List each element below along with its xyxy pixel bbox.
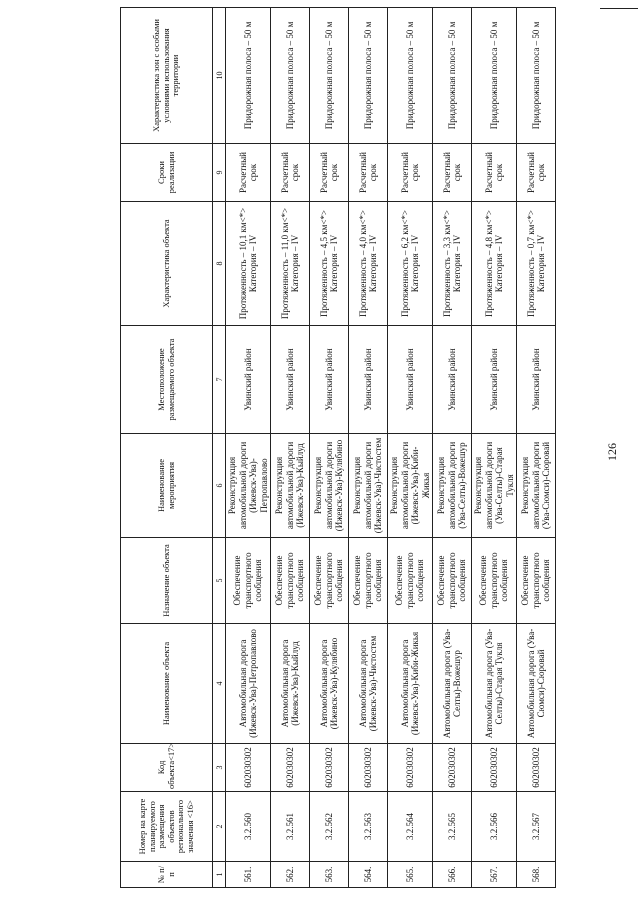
implementation-term: Расчетный срок	[433, 144, 472, 202]
column-number: 9	[213, 144, 226, 202]
column-number: 5	[213, 538, 226, 624]
column-number: 3	[213, 744, 226, 792]
measure-name: Реконструкция автомобильной дороги (Ува-Селты)-Вожешур	[433, 434, 472, 538]
object-purpose: Обеспечение транспортного сообщения	[517, 538, 556, 624]
zone-characteristic: Придорожная полоса – 50 м	[388, 8, 433, 144]
map-number: 3.2.563	[349, 792, 388, 862]
column-number: 7	[213, 326, 226, 434]
measure-name: Реконструкция автомобильной дороги (Ижевск-Ува)-Киби-Жикья	[388, 434, 433, 538]
map-number: 3.2.564	[388, 792, 433, 862]
table-rotation-frame	[120, 8, 552, 888]
object-name: Автомобильная дорога (Ува-Сюмси)-Сюровай	[517, 624, 556, 744]
object-name: Автомобильная дорога (Ижевск-Ува)-Киби-Жикья	[388, 624, 433, 744]
object-location: Увинский район	[472, 326, 517, 434]
table-row	[349, 8, 388, 888]
zone-characteristic: Придорожная полоса – 50 м	[472, 8, 517, 144]
table-row	[310, 8, 349, 888]
table-row	[517, 8, 556, 888]
object-code: 602030302	[472, 744, 517, 792]
implementation-term: Расчетный срок	[517, 144, 556, 202]
object-purpose: Обеспечение транспортного сообщения	[271, 538, 310, 624]
object-location: Увинский район	[226, 326, 271, 434]
object-location: Увинский район	[349, 326, 388, 434]
measure-name: Реконструкция автомобильной дороги (Ижевск-Ува)-Петропавлово	[226, 434, 271, 538]
row-number: 565.	[388, 862, 433, 888]
column-number: 10	[213, 8, 226, 144]
object-location: Увинский район	[271, 326, 310, 434]
zone-characteristic: Придорожная полоса – 50 м	[271, 8, 310, 144]
object-characteristic: Протяженность – 3,3 км<*> Категория – IV	[433, 202, 472, 326]
object-characteristic: Протяженность – 4,0 км<*> Категория – IV	[349, 202, 388, 326]
implementation-term: Расчетный срок	[388, 144, 433, 202]
object-name: Автомобильная дорога (Ижевск-Ува)-Петропавлово	[226, 624, 271, 744]
table-row	[226, 8, 271, 888]
row-number: 561.	[226, 862, 271, 888]
row-number: 564.	[349, 862, 388, 888]
object-name: Автомобильная дорога (Ижевск-Ува)-Чистостем	[349, 624, 388, 744]
measure-name: Реконструкция автомобильной дороги (Ижевск-Ува)-Кулябино	[310, 434, 349, 538]
object-name: Автомобильная дорога (Ижевск-Ува)-Кулябино	[310, 624, 349, 744]
row-number: 563.	[310, 862, 349, 888]
table-row	[472, 8, 517, 888]
zone-characteristic: Придорожная полоса – 50 м	[517, 8, 556, 144]
object-code: 602030302	[433, 744, 472, 792]
object-location: Увинский район	[433, 326, 472, 434]
object-location: Увинский район	[310, 326, 349, 434]
header-cell: Наименование объекта	[121, 624, 213, 744]
object-code: 602030302	[226, 744, 271, 792]
object-characteristic: Протяженность – 6,2 км<*> Категория – IV	[388, 202, 433, 326]
object-purpose: Обеспечение транспортного сообщения	[349, 538, 388, 624]
objects-table	[120, 7, 556, 888]
implementation-term: Расчетный срок	[310, 144, 349, 202]
rotated-table-area	[120, 8, 552, 888]
row-number: 562.	[271, 862, 310, 888]
row-number: 568.	[517, 862, 556, 888]
column-number: 8	[213, 202, 226, 326]
zone-characteristic: Придорожная полоса – 50 м	[349, 8, 388, 144]
object-location: Увинский район	[388, 326, 433, 434]
implementation-term: Расчетный срок	[349, 144, 388, 202]
object-code: 602030302	[349, 744, 388, 792]
object-code: 602030302	[517, 744, 556, 792]
object-code: 602030302	[388, 744, 433, 792]
map-number: 3.2.566	[472, 792, 517, 862]
implementation-term: Расчетный срок	[226, 144, 271, 202]
object-code: 602030302	[271, 744, 310, 792]
zone-characteristic: Придорожная полоса – 50 м	[226, 8, 271, 144]
page-number: 126	[605, 443, 619, 461]
map-number: 3.2.567	[517, 792, 556, 862]
header-cell: Местоположение размещаемого объекта	[121, 326, 213, 434]
object-location: Увинский район	[517, 326, 556, 434]
header-cell: Код объекта<17>	[121, 744, 213, 792]
map-number: 3.2.561	[271, 792, 310, 862]
header-cell: Наименование мероприятия	[121, 434, 213, 538]
object-purpose: Обеспечение транспортного сообщения	[472, 538, 517, 624]
object-name: Автомобильная дорога (Ува-Селты)-Вожешур	[433, 624, 472, 744]
measure-name: Реконструкция автомобильной дороги (Ува-Сюмси)-Сюровай	[517, 434, 556, 538]
object-purpose: Обеспечение транспортного сообщения	[433, 538, 472, 624]
measure-name: Реконструкция автомобильной дороги (Ува-Селты)-Старая Тукля	[472, 434, 517, 538]
object-characteristic: Протяженность – 11,0 км<*> Категория – IV	[271, 202, 310, 326]
implementation-term: Расчетный срок	[472, 144, 517, 202]
header-cell: Номер на карте планируемого размещения объектов регионального значения <16>	[121, 792, 213, 862]
header-cell: Сроки реализации	[121, 144, 213, 202]
measure-name: Реконструкция автомобильной дороги (Ижевск-Ува)-Чистостем	[349, 434, 388, 538]
row-number: 567.	[472, 862, 517, 888]
map-number: 3.2.565	[433, 792, 472, 862]
header-cell: Назначение объекта	[121, 538, 213, 624]
column-number: 6	[213, 434, 226, 538]
column-number: 4	[213, 624, 226, 744]
column-number: 2	[213, 792, 226, 862]
object-characteristic: Протяженность – 10,1 км<*> Категория – IV	[226, 202, 271, 326]
table-row	[388, 8, 433, 888]
measure-name: Реконструкция автомобильной дороги (Ижевск-Ува)-Кыйлуд	[271, 434, 310, 538]
column-number: 1	[213, 862, 226, 888]
object-purpose: Обеспечение транспортного сообщения	[226, 538, 271, 624]
map-number: 3.2.560	[226, 792, 271, 862]
object-name: Автомобильная дорога (Ижевск-Ува)-Кыйлуд	[271, 624, 310, 744]
object-characteristic: Протяженность – 0,7 км<*> Категория – IV	[517, 202, 556, 326]
map-number: 3.2.562	[310, 792, 349, 862]
row-number: 566.	[433, 862, 472, 888]
header-cell: Характеристика объекта	[121, 202, 213, 326]
zone-characteristic: Придорожная полоса – 50 м	[310, 8, 349, 144]
corner-rule	[600, 8, 638, 9]
table-row	[271, 8, 310, 888]
zone-characteristic: Придорожная полоса – 50 м	[433, 8, 472, 144]
object-name: Автомобильная дорога (Ува-Селты)-Старая Тукля	[472, 624, 517, 744]
object-characteristic: Протяженность – 4,8 км<*> Категория – IV	[472, 202, 517, 326]
object-characteristic: Протяженность – 4,5 км<*> Категория – IV	[310, 202, 349, 326]
column-number-row	[213, 8, 226, 888]
object-purpose: Обеспечение транспортного сообщения	[388, 538, 433, 624]
object-purpose: Обеспечение транспортного сообщения	[310, 538, 349, 624]
header-cell: Характеристика зон с особыми условиями использования территории	[121, 8, 213, 144]
table-row	[433, 8, 472, 888]
header-cell: № п/п	[121, 862, 213, 888]
header-row	[121, 8, 213, 888]
implementation-term: Расчетный срок	[271, 144, 310, 202]
object-code: 602030302	[310, 744, 349, 792]
